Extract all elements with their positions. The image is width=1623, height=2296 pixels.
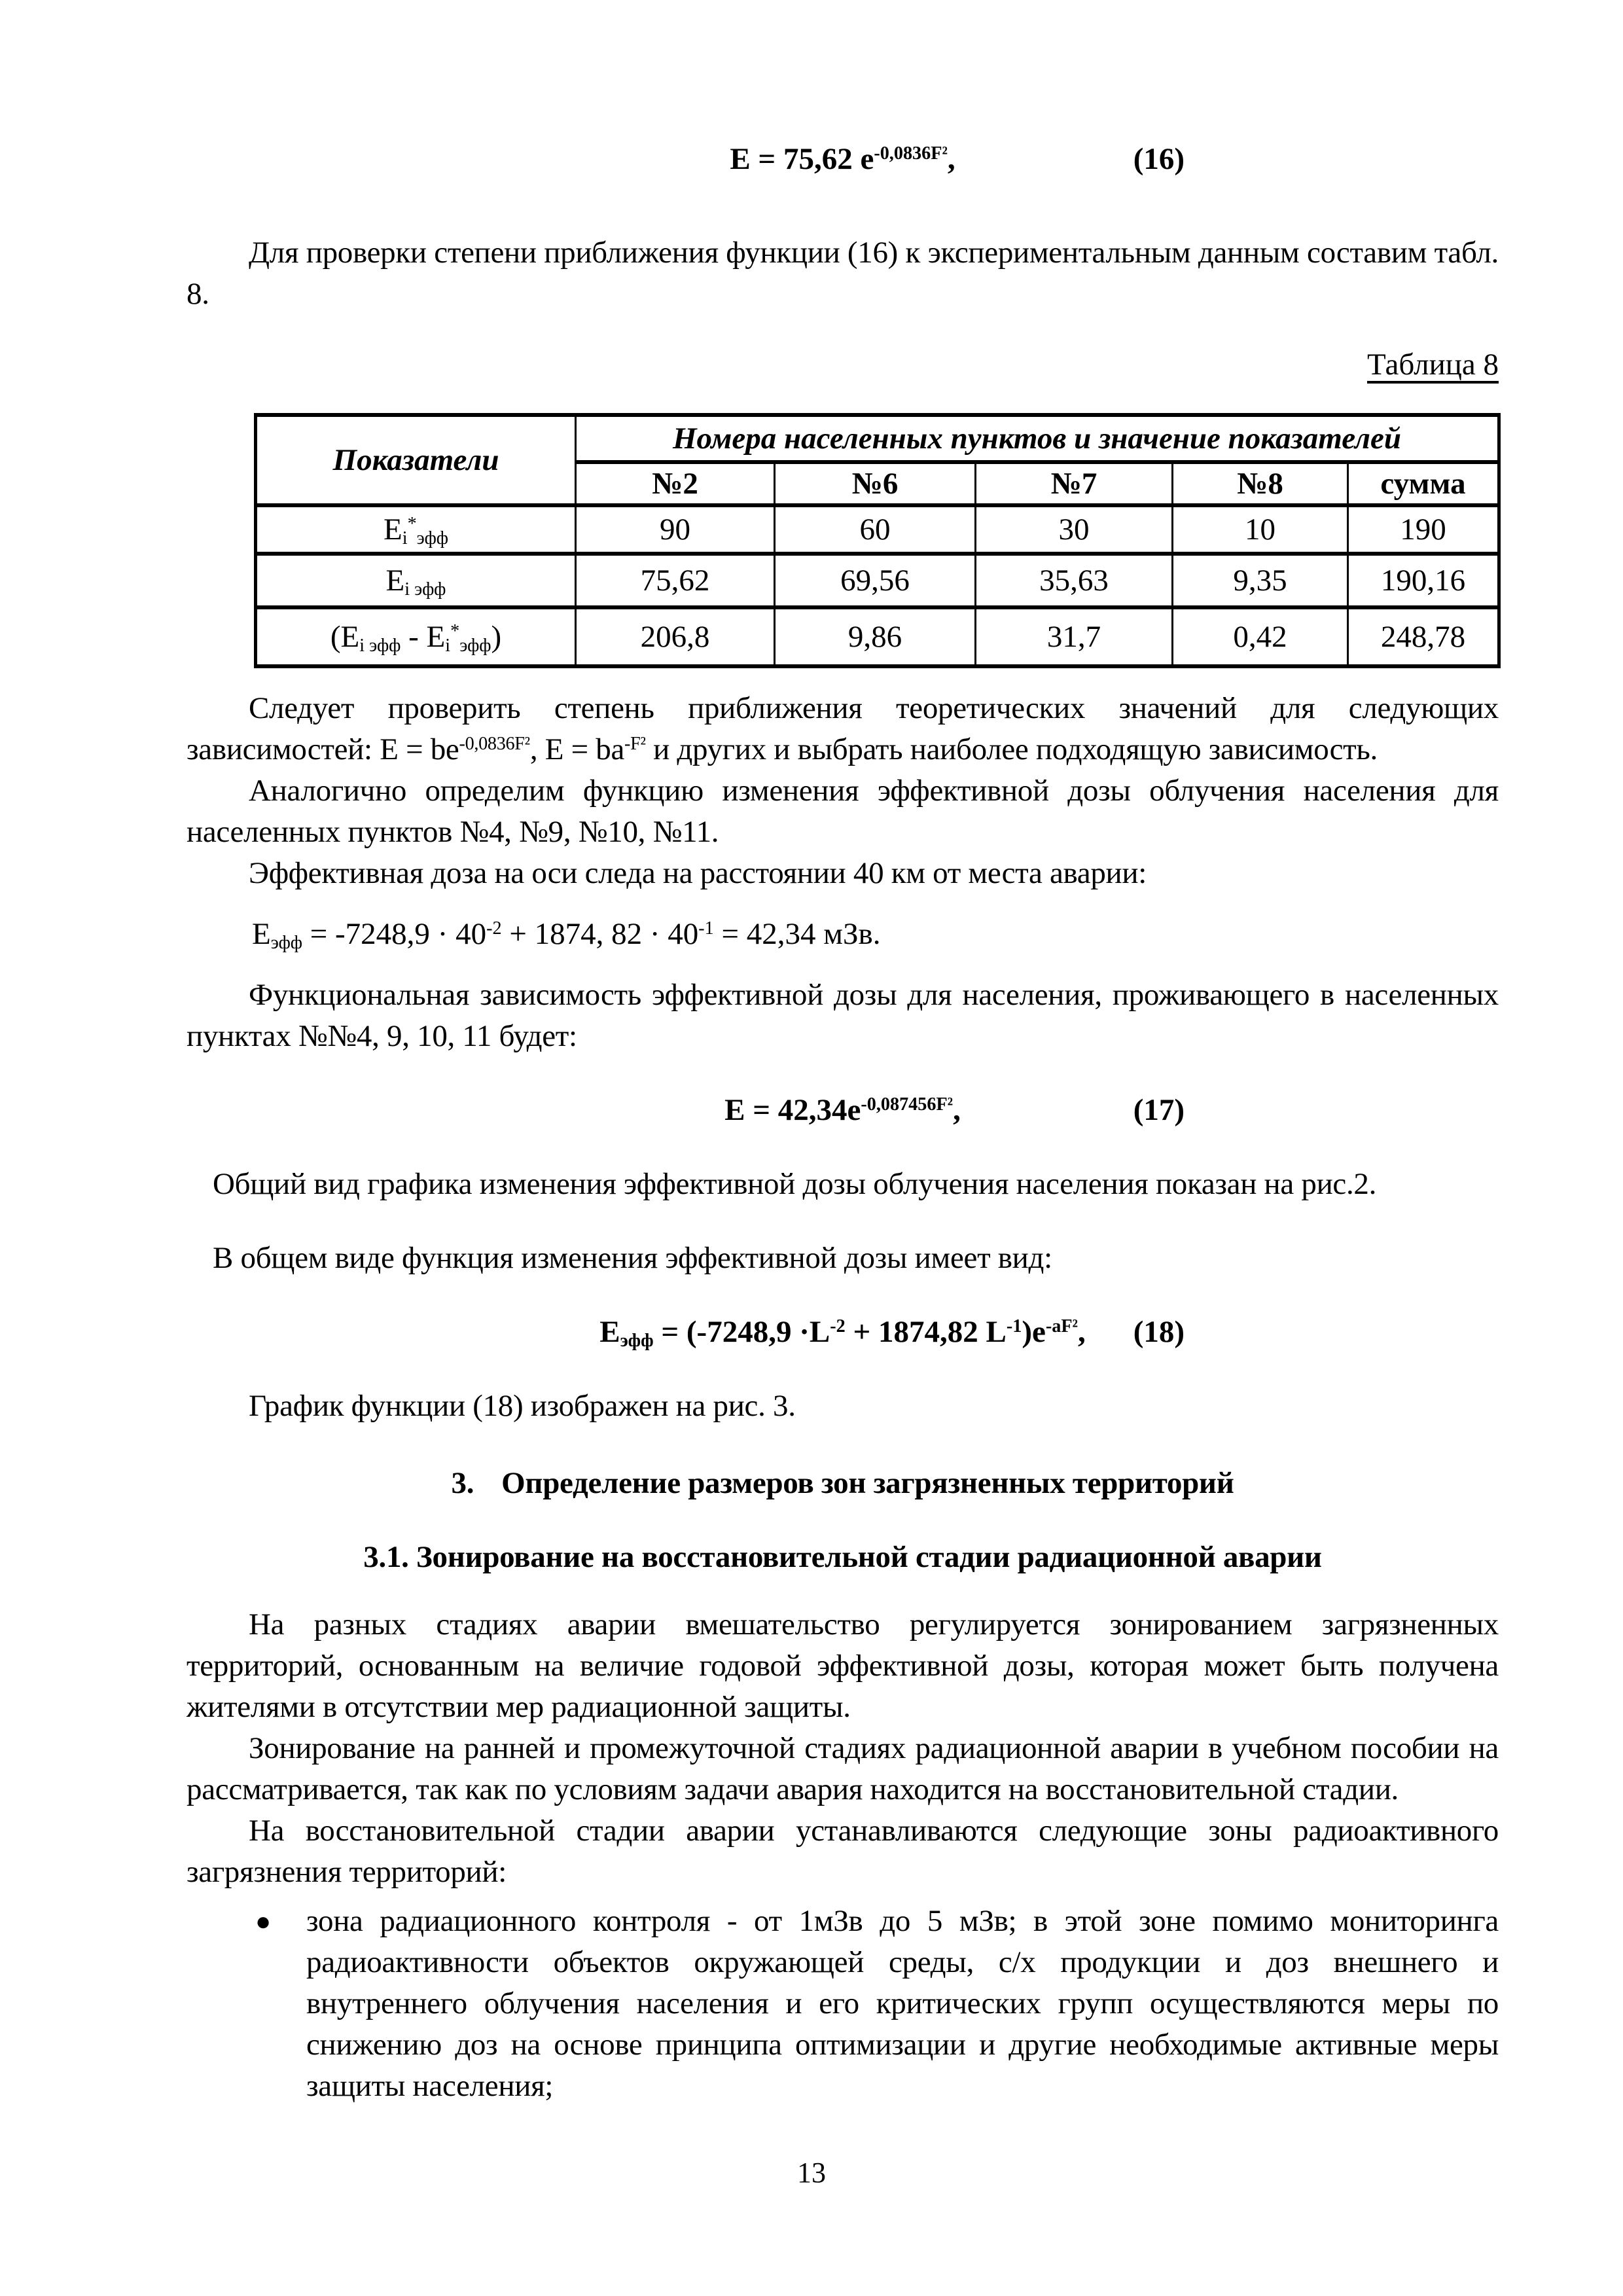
- table-row: [256, 505, 1499, 554]
- table-cell: 9,86: [775, 607, 976, 666]
- paragraph-check: Для проверки степени приближения функции (16) к экспериментальным данным составим табл. 8.: [187, 236, 1499, 311]
- table-cell: 248,78: [1348, 607, 1499, 666]
- section-heading-3-number: 3.: [451, 1466, 474, 1500]
- formula-18: [187, 1312, 1499, 1353]
- formula-17: [187, 1090, 1499, 1131]
- table-cell: 90: [576, 505, 775, 554]
- table-row: [256, 607, 1499, 666]
- table-cell: 30: [976, 505, 1173, 554]
- paragraph-sleduet: Следует проверить степень приближения теоретических значений для следующих зависимостей: $E = be^{-0,0836F^2}$, $E = ba^{-F^2}$ и других и выбрать наиболее подходящую зависимость.: [187, 691, 1499, 766]
- list-item: [187, 1901, 1499, 2107]
- table-subheader: №2: [576, 462, 775, 505]
- formula-18-number: (18): [1133, 1315, 1185, 1349]
- paragraph-graph2: Общий вид графика изменения эффективной дозы облучения населения показан на рис.2.: [213, 1167, 1377, 1201]
- table-cell: 60: [775, 505, 976, 554]
- table-row-label: $E_{i эфф}$: [256, 554, 576, 607]
- paragraph-zoning-3: На восстановительной стадии аварии устанавливаются следующие зоны радиоактивного загрязнения территорий:: [187, 1814, 1499, 1889]
- formula-17-number: (17): [1133, 1093, 1185, 1127]
- table-cell: 0,42: [1173, 607, 1348, 666]
- formula-16-expression: E = 75,62 $e^{-0,0836F^2}$,: [730, 142, 955, 176]
- table-caption-text: Таблица 8: [1366, 348, 1499, 382]
- formula-17-expression: $E = 42,34e^{-0,087456F^2}$,: [724, 1093, 961, 1127]
- table-cell: 69,56: [775, 554, 976, 607]
- paragraph-zoning-1: На разных стадиях аварии вмешательство регулируется зонированием загрязненных территорий, основанным на величие годовой эффективной дозы, которая может быть получена жителями в отсутствии мер радиационной защиты.: [187, 1607, 1499, 1724]
- table-header-span: Номера населенных пунктов и значение показателей: [576, 415, 1499, 462]
- table-row-label: $(E_{i эфф} - E_i^*_{эфф})$: [256, 607, 576, 666]
- paragraph-zoning-2: Зонирование на ранней и промежуточной стадиях радиационной аварии в учебном пособии на рассматривается, так как по условиям задачи авария находится на восстановительной стадии.: [187, 1731, 1499, 1806]
- table-header-row-1: [256, 415, 1499, 462]
- formula-16-number: (16): [1133, 142, 1185, 176]
- paragraph-graph3: График функции (18) изображен на рис. 3.: [249, 1389, 796, 1423]
- page-content: [187, 0, 1499, 2107]
- list-item-text: зона радиационного контроля - от 1мЗв до 5 мЗв; в этой зоне помимо мониторинга радиоактивности объектов окружающей среды, с/х продукции и доз внешнего и внутреннего облучения населения и его критических групп осуществляются меры по снижению доз на основе принципа оптимизации и другие необходимые активные меры защиты населения;: [306, 1904, 1499, 2103]
- table-cell: 190,16: [1348, 554, 1499, 607]
- bullet-icon: ●: [255, 1907, 272, 1936]
- section-heading-3-1: 3.1. Зонирование на восстановительной стадии радиационной аварии: [363, 1540, 1322, 1574]
- paragraph-func: Функциональная зависимость эффективной дозы для населения, проживающего в населенных пунктах №№4, 9, 10, 11 будет:: [187, 978, 1499, 1053]
- table-row: [256, 554, 1499, 607]
- table-cell: 35,63: [976, 554, 1173, 607]
- table-row-label: $E_i^*_{эфф}$: [256, 505, 576, 554]
- table-caption: [187, 344, 1499, 386]
- table-cell: 206,8: [576, 607, 775, 666]
- formula-16: [187, 139, 1499, 180]
- section-heading-3-title: Определение размеров зон загрязненных территорий: [501, 1466, 1234, 1500]
- table-cell: 9,35: [1173, 554, 1348, 607]
- table-8: [254, 413, 1501, 668]
- table-cell: 75,62: [576, 554, 775, 607]
- page-number: 13: [797, 2157, 826, 2189]
- table-header-indicators: Показатели: [256, 415, 576, 505]
- table-subheader: сумма: [1348, 462, 1499, 505]
- section-heading-3: [187, 1463, 1499, 1504]
- table-cell: 10: [1173, 505, 1348, 554]
- paragraph-general: В общем виде функция изменения эффективной дозы имеет вид:: [213, 1241, 1052, 1275]
- formula-18-expression: $E_{эфф} = (-7248,9 \cdot L^{-2} + 1874,82$ $L^{-1})e^{-aF^2}$,: [599, 1315, 1086, 1352]
- paragraph-dose-intro: Эффективная доза на оси следа на расстоянии 40 км от места аварии:: [249, 856, 1147, 890]
- formula-dose: $E_{эфф} = -7248,9 \cdot 40^{-2} + 1874$, $82 \cdot 40^{-1} = 42,34$ мЗв.: [252, 917, 881, 954]
- paragraph-analog: Аналогично определим функцию изменения эффективной дозы облучения населения для населенных пунктов №4, №9, №10, №11.: [187, 774, 1499, 849]
- table-subheader: №6: [775, 462, 976, 505]
- table-subheader: №8: [1173, 462, 1348, 505]
- table-subheader: №7: [976, 462, 1173, 505]
- table-cell: 31,7: [976, 607, 1173, 666]
- table-cell: 190: [1348, 505, 1499, 554]
